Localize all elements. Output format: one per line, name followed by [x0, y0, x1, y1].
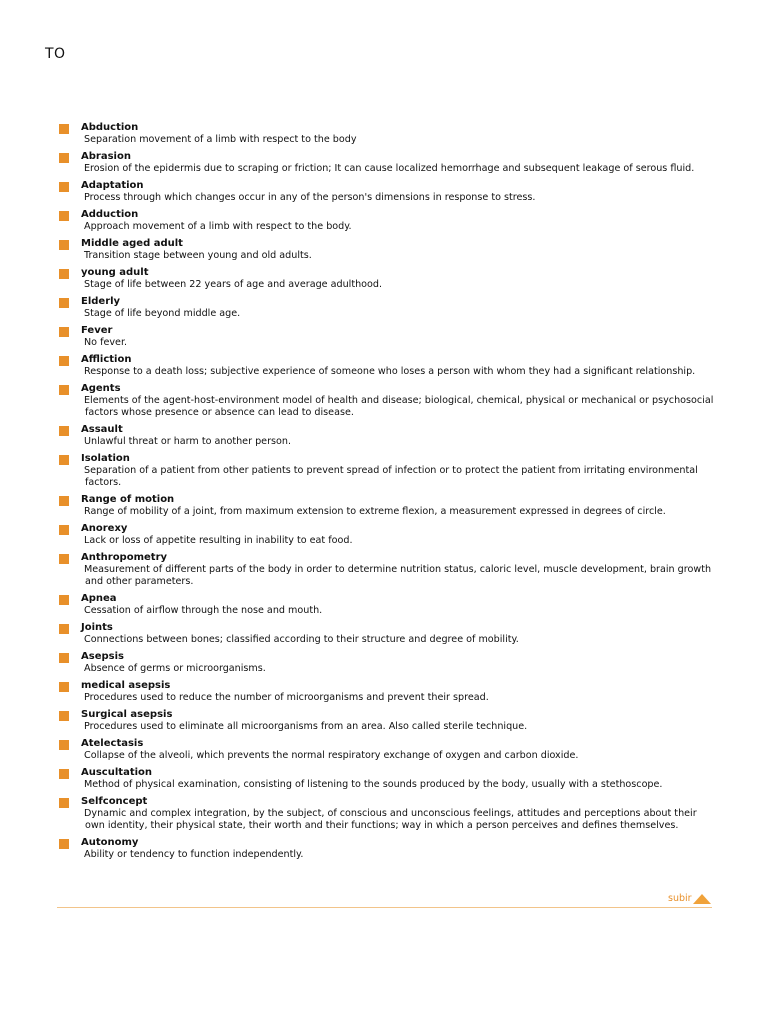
glossary-term: Asepsis [81, 651, 124, 662]
glossary-definition: Separation movement of a limb with respect to the body [84, 134, 357, 145]
glossary-definition: No fever. [84, 337, 128, 348]
footer-divider [57, 907, 712, 908]
glossary-entry [57, 354, 717, 378]
glossary-term: Adaptation [81, 180, 144, 191]
glossary-entry [57, 738, 717, 762]
glossary-entry [57, 180, 717, 204]
glossary-definition: Erosion of the epidermis due to scraping or friction; It can cause localized hemorrhage and subsequent leakage of serous fluid. [84, 163, 695, 174]
square-bullet-icon [59, 182, 69, 192]
glossary-entry [57, 209, 717, 233]
glossary-term: Surgical asepsis [81, 709, 173, 720]
square-bullet-icon [59, 653, 69, 663]
glossary-entry [57, 767, 717, 791]
glossary-entry [57, 267, 717, 291]
glossary-term: Elderly [81, 296, 121, 307]
square-bullet-icon [59, 554, 69, 564]
glossary-definition: Cessation of airflow through the nose and mouth. [84, 605, 323, 616]
glossary-definition: Approach movement of a limb with respect to the body. [84, 221, 352, 232]
glossary-definition: Dynamic and complex integration, by the subject, of conscious and unconscious feelings, attitudes and perceptions about their own identity, their physical state, their worth and their functions; way in which a person perceives and defines themselves. [84, 808, 697, 831]
glossary-entry [57, 593, 717, 617]
square-bullet-icon [59, 525, 69, 535]
glossary-definition: Stage of life between 22 years of age and average adulthood. [84, 279, 383, 290]
square-bullet-icon [59, 211, 69, 221]
glossary-term: Autonomy [81, 837, 139, 848]
glossary-definition: Method of physical examination, consisting of listening to the sounds produced by the body, usually with a stethoscope. [84, 779, 663, 790]
page-heading: TO [45, 46, 66, 62]
glossary-entry [57, 523, 717, 547]
glossary-definition: Lack or loss of appetite resulting in inability to eat food. [84, 535, 353, 546]
glossary-term: Affliction [81, 354, 132, 365]
glossary-definition: Response to a death loss; subjective experience of someone who loses a person with whom they had a significant relationship. [84, 366, 696, 377]
glossary-term: young adult [81, 267, 149, 278]
square-bullet-icon [59, 798, 69, 808]
glossary-entry [57, 552, 717, 588]
glossary-entry [57, 709, 717, 733]
square-bullet-icon [59, 711, 69, 721]
glossary-entry [57, 796, 717, 832]
arrow-up-icon [693, 894, 711, 904]
glossary-definition: Process through which changes occur in any of the person's dimensions in response to stress. [84, 192, 536, 203]
glossary-definition: Transition stage between young and old adults. [84, 250, 312, 261]
glossary-term: Isolation [81, 453, 130, 464]
glossary-term: medical asepsis [81, 680, 171, 691]
glossary-definition: Connections between bones; classified according to their structure and degree of mobility. [84, 634, 519, 645]
glossary-term: Atelectasis [81, 738, 144, 749]
glossary-definition: Collapse of the alveoli, which prevents the normal respiratory exchange of oxygen and carbon dioxide. [84, 750, 579, 761]
square-bullet-icon [59, 385, 69, 395]
glossary-entry [57, 680, 717, 704]
square-bullet-icon [59, 269, 69, 279]
glossary-definition: Ability or tendency to function independently. [84, 849, 304, 860]
glossary-entry [57, 383, 717, 419]
glossary-definition: Separation of a patient from other patients to prevent spread of infection or to protect the patient from irritating environmental factors. [84, 465, 698, 488]
glossary-term: Auscultation [81, 767, 153, 778]
glossary-entry [57, 325, 717, 349]
square-bullet-icon [59, 769, 69, 779]
square-bullet-icon [59, 624, 69, 634]
glossary-entry [57, 494, 717, 518]
glossary-entry [57, 453, 717, 489]
square-bullet-icon [59, 356, 69, 366]
back-to-top-label: subir [668, 893, 692, 904]
glossary-definition: Absence of germs or microorganisms. [84, 663, 266, 674]
square-bullet-icon [59, 426, 69, 436]
glossary-term: Range of motion [81, 494, 175, 505]
glossary-term: Abduction [81, 122, 139, 133]
glossary-entry [57, 622, 717, 646]
glossary-term: Anthropometry [81, 552, 168, 563]
glossary-term: Anorexy [81, 523, 128, 534]
glossary-definition: Elements of the agent-host-environment model of health and disease; biological, chemical, physical or mechanical or psychosocial factors whose presence or absence can lead to disease. [84, 395, 714, 418]
square-bullet-icon [59, 455, 69, 465]
square-bullet-icon [59, 740, 69, 750]
glossary-term: Agents [81, 383, 121, 394]
glossary-entry [57, 837, 717, 861]
glossary-definition: Range of mobility of a joint, from maximum extension to extreme flexion, a measurement expressed in degrees of circle. [84, 506, 666, 517]
glossary-entry [57, 151, 717, 175]
square-bullet-icon [59, 682, 69, 692]
back-to-top-link[interactable] [668, 893, 711, 904]
square-bullet-icon [59, 595, 69, 605]
glossary-term: Abrasion [81, 151, 131, 162]
glossary-entry [57, 651, 717, 675]
glossary-term: Middle aged adult [81, 238, 183, 249]
glossary-definition: Stage of life beyond middle age. [84, 308, 241, 319]
square-bullet-icon [59, 839, 69, 849]
glossary-term: Adduction [81, 209, 139, 220]
square-bullet-icon [59, 240, 69, 250]
glossary-entry [57, 238, 717, 262]
glossary-definition: Procedures used to reduce the number of microorganisms and prevent their spread. [84, 692, 489, 703]
glossary-term: Assault [81, 424, 123, 435]
glossary-entry [57, 424, 717, 448]
square-bullet-icon [59, 496, 69, 506]
glossary-term: Selfconcept [81, 796, 148, 807]
glossary-list [57, 122, 717, 866]
square-bullet-icon [59, 298, 69, 308]
square-bullet-icon [59, 327, 69, 337]
glossary-entry [57, 122, 717, 146]
glossary-term: Joints [81, 622, 113, 633]
glossary-entry [57, 296, 717, 320]
glossary-definition: Procedures used to eliminate all microorganisms from an area. Also called sterile technique. [84, 721, 528, 732]
square-bullet-icon [59, 153, 69, 163]
glossary-definition: Measurement of different parts of the body in order to determine nutrition status, caloric level, muscle development, brain growth and other parameters. [84, 564, 712, 587]
glossary-term: Apnea [81, 593, 117, 604]
glossary-term: Fever [81, 325, 113, 336]
square-bullet-icon [59, 124, 69, 134]
glossary-definition: Unlawful threat or harm to another person. [84, 436, 292, 447]
